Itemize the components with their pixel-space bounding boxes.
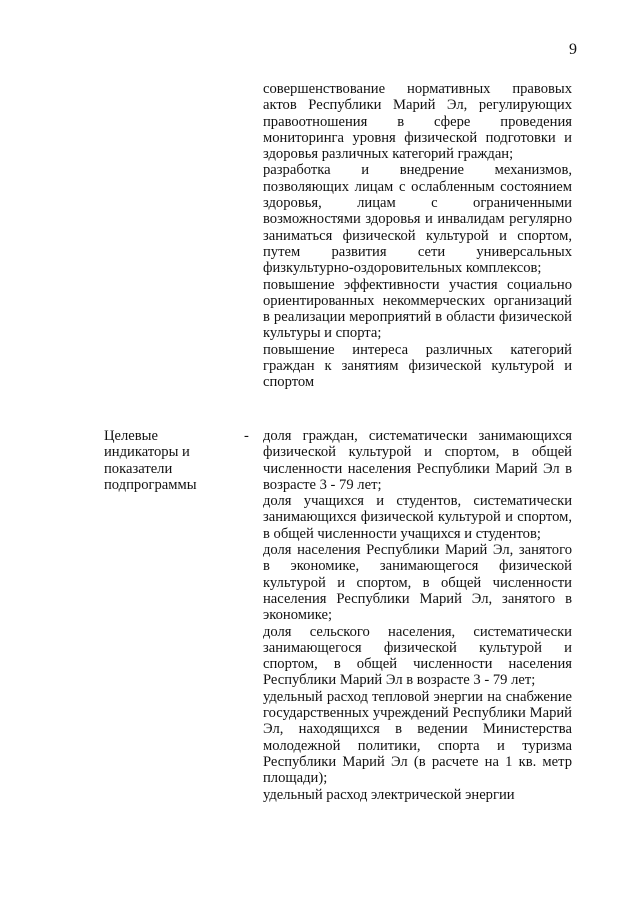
indicator-paragraph: доля граждан, систематически занимающихся физической культурой и спортом, в общей численности населения Республики Марий Эл в возрасте 3 - 79 лет;	[263, 428, 572, 493]
indicator-paragraph: доля сельского населения, систематически занимающегося физической культурой и спортом, в общей численности населения Республики Марий Эл в возрасте 3 - 79 лет;	[263, 623, 572, 689]
indicator-paragraph: удельный расход электрической энергии	[263, 786, 515, 803]
indicator-paragraph: удельный расход тепловой энергии на снабжение государственных учреждений Республики Марий Эл, находящихся в ведении Министерства молодежной политики, спорта и туризма Республики Марий Эл (в расчете на 1 кв. метр площади);	[263, 688, 572, 787]
task-paragraph: повышение интереса различных категорий граждан к занятиям физической культурой и спортом	[263, 341, 572, 391]
indicator-paragraph: доля учащихся и студентов, систематически занимающихся физической культурой и спортом, в общей численности учащихся и студентов;	[263, 493, 572, 542]
indicators-label: Целевые индикаторы и показатели подпрограммы	[104, 428, 197, 493]
tasks-text-block	[263, 81, 572, 391]
indicators-text-block	[263, 428, 572, 803]
task-paragraph: разработка и внедрение механизмов, позволяющих лицам с ослабленным состоянием здоровья, лицам с ограниченными возможностями здоровья и инвалидам регулярно заниматься физической культурой и спортом, путем развития сети универсальных физкультурно-оздоровительных комплексов;	[263, 162, 572, 277]
indicator-paragraph: доля населения Республики Марий Эл, занятого в экономике, занимающегося физической культурой и спортом, в общей численности населения Республики Марий Эл, занятого в экономике;	[263, 542, 572, 624]
task-paragraph: совершенствование нормативных правовых актов Республики Марий Эл, регулирующих правоотношения в сфере проведения мониторинга уровня физической подготовки и здоровья различных категорий граждан;	[263, 81, 572, 163]
page-number: 9	[569, 41, 577, 58]
row-dash: -	[244, 428, 249, 444]
task-paragraph: повышение эффективности участия социально ориентированных некоммерческих организаций в реализации мероприятий в области физической культуры и спорта;	[263, 276, 572, 342]
